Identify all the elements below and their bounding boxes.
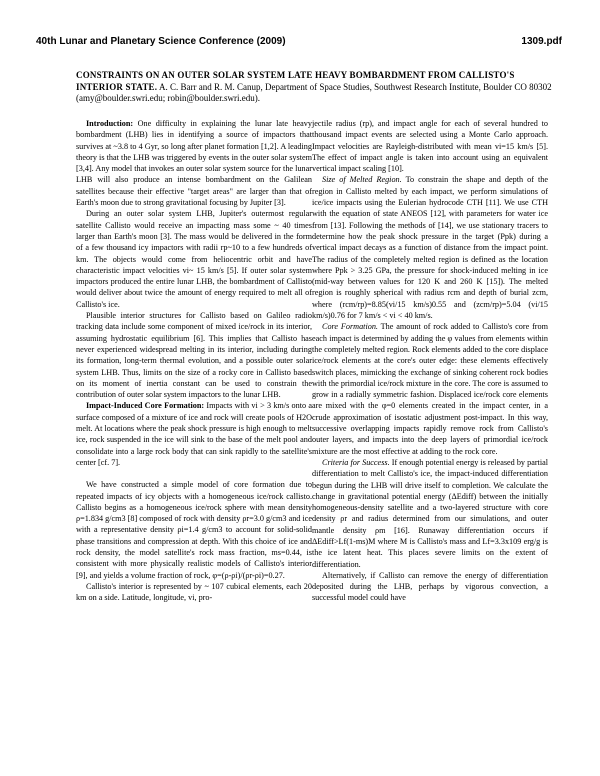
title-block	[76, 70, 564, 105]
paragraph	[76, 581, 312, 604]
section-heading: Impact-Induced Core Formation:	[86, 401, 205, 411]
paragraph-text: To constrain the shape and depth of the region in Callisto melted by each impact, we perform simulations of ice/ice impacts using the Eulerian hydrocode CTH [11]. We use CTH with the equation of state ANEOS [12], with parameters for water ice from [13]. Following the methods of [14], we use stationary tracers to determine how the peak shock pressure in the target (Ppk) during a vertical impact decays as a function of distance from the impact point. The radius of the completely melted region is defined as the location where Ppk > 3.25 GPa, the pressure for shock-induced melting in ice (mid-way between values for 120 K and 260 K [15]). The melted region is roughly spherical with radius rcm and depth of burial zcm, where (rcm/rp)=8.85(vi/15 km/s)0.55 and (zcm/rp)=5.04 (vi/15 km/s)0.76 for 7 km/s < vi < 40 km/s.	[312, 175, 548, 321]
paragraph	[312, 321, 548, 457]
paragraph-text: Callisto's interior is represented by ~ 107 cubical elements, each 20 km on a side. Latitude, longitude, vi, pro-	[76, 581, 312, 603]
paragraph-text: Alternatively, if Callisto can remove the energy of differentiation deposited during the LHB, perhaps by vigorous convection, a successful model could have	[312, 570, 548, 603]
paper-title: CONSTRAINTS ON AN OUTER SOLAR SYSTEM LATE HEAVY BOMBARDMENT FROM CALLISTO'S INTERIOR STATE.	[76, 70, 515, 92]
page-id: 1309.pdf	[521, 36, 562, 47]
paragraph-text: We have constructed a simple model of core formation due to repeated impacts of icy objects with a homogeneous ice/rock callisto. Callisto begins as a homogeneous ice/rock sphere with mean density ρ=1.834 g/cm3 [8] composed of rock with density ρr=3.0 g/cm3 and ice with a representative density ρi=1.4 g/cm3 to account for solid-solid phase transitions and compression at depth. With this choice of ice and rock density, the model satellite's rock mass fraction, ms=0.44, is consistent with more physically realistic models of Callisto's interior [9], and yields a volume fraction of rock, φ=(ρ-ρi)/(ρr-ρi)=0.27.	[76, 480, 312, 580]
paragraph	[312, 118, 548, 174]
conference-header: 40th Lunar and Planetary Science Conference (2009)	[36, 36, 286, 47]
left-column	[76, 118, 312, 603]
paragraph-text: Impacts with vi > 3 km/s onto a surface composed of a mixture of ice and rock will create pools of H2O melt. At locations where the peak shock pressure is high enough to melt ice, rock suspended in the ice will sink to the base of the melt pool and consolidate into a large rock body that can sink rapidly to the satellite's center [cf. 7].	[76, 401, 312, 467]
paragraph-text: During an outer solar system LHB, Jupiter's outermost regular satellite Callisto would receive an impacting mass some ~ 40 times larger than Earth's moon [3]. The mass would be delivered in the form of a few thousand icy impactors with radii rp~10 to a few hundreds of km. The objects would come from heliocentric orbit and have characteristic impact velocities vi~ 15 km/s [5]. If outer solar system impactors produced the entire lunar LHB, the bombardment of Callisto would deliver about twice the amount of energy required to melt all of Callisto's ice.	[76, 209, 312, 309]
right-column	[312, 118, 548, 604]
subsection-heading: Core Formation.	[322, 322, 378, 332]
paragraph	[76, 479, 312, 581]
paragraph-text: Plausible interior structures for Callisto based on Galileo radio tracking data include some component of mixed ice/rock in its interior, assuming hydrostatic equilibrium [6]. This implies that Callisto has never experienced widespread melting in its interior, including during its formation, long-term thermal evolution, and a possible outer solar system LHB. Thus, limits on the size of a rocky core in Callisto based on its moment of inertia constant can be used to constrain the contribution of outer solar system impactors to the lunar LHB.	[76, 311, 312, 400]
paragraph	[312, 457, 548, 570]
section-heading: Introduction:	[86, 119, 134, 128]
paragraph	[312, 570, 548, 604]
paper-authors: A. C. Barr and R. M. Canup, Department of Space Studies, Southwest Research Institute, Boulder CO 80302 (amy@boulder.swri.edu; robin@boulder.swri.edu).	[76, 81, 552, 103]
paragraph	[76, 208, 312, 310]
paragraph	[76, 310, 312, 400]
paragraph	[76, 400, 312, 468]
paragraph-text: If enough potential energy is released by partial differentiation to melt Callisto's ice, the impact-induced differentiation begun during the LHB will drive itself to completion. We calculate the change in gravitational potential energy (ΔEdiff) between the initially homogeneous-density satellite and a two-layered structure with core density ρr and radius determined from our simulations, and outer mantle density ρm [16]. Runaway differentiation occurs if ΔEdiff>Lf(1-ms)M where M is Callisto's mass and Lf=3.3x109 erg/g is the ice latent heat. This places severe limits on the extent of differentiation.	[312, 457, 549, 569]
paragraph-text: The amount of rock added to Callisto's core from each impact is determined by adding the φ values from elements within the completely melted region. Rock elements added to the core displace ice/rock elements at the core's outer edge: these elements effectively switch places, mimicking the exchange of sinking coherent rock bodies with the primordial ice/rock mixture in the core. The core is assumed to grow in a radially symmetric fashion. Displaced ice/rock core elements are mixed with the φ=0 elements created in the impact center, in a crude approximation of isostatic adjustment post-impact. In this way, successive overlapping impacts rapidly remove rock from Callisto's outer layers, and impacts into the deep layers of primordial ice/rock mixture are the most effective at adding to the rock core.	[312, 322, 548, 456]
paragraph-text: One difficulty in explaining the lunar late heavy bombardment (LHB) lies in identifying a source of impactors that survives at ~3.8 to 4 Gyr, so long after planet formation [1,2]. A leading theory is that the LHB was triggered by events in the outer solar system [3,4]. Any model that invokes an outer solar system source for the lunar LHB will also produce an intense bombardment on the Galilean satellites because their effective "target areas" are larger than that of Earth's moon due to strong gravitational focusing by Jupiter [3].	[76, 119, 312, 208]
subsection-heading: Size of Melted Region.	[322, 175, 402, 185]
paragraph	[76, 118, 312, 208]
subsection-heading: Criteria for Success.	[322, 457, 390, 467]
paragraph-text: jectile radius (rp), and impact angle for each of several hundred to thousand impact events are selected using a Monte Carlo approach. Impact velocities are Rayleigh-distributed with mean vi=15 km/s [5]. The effect of impact angle is taken into account using an equivalent vertical impact scaling [10].	[312, 119, 548, 174]
paragraph	[312, 174, 548, 321]
